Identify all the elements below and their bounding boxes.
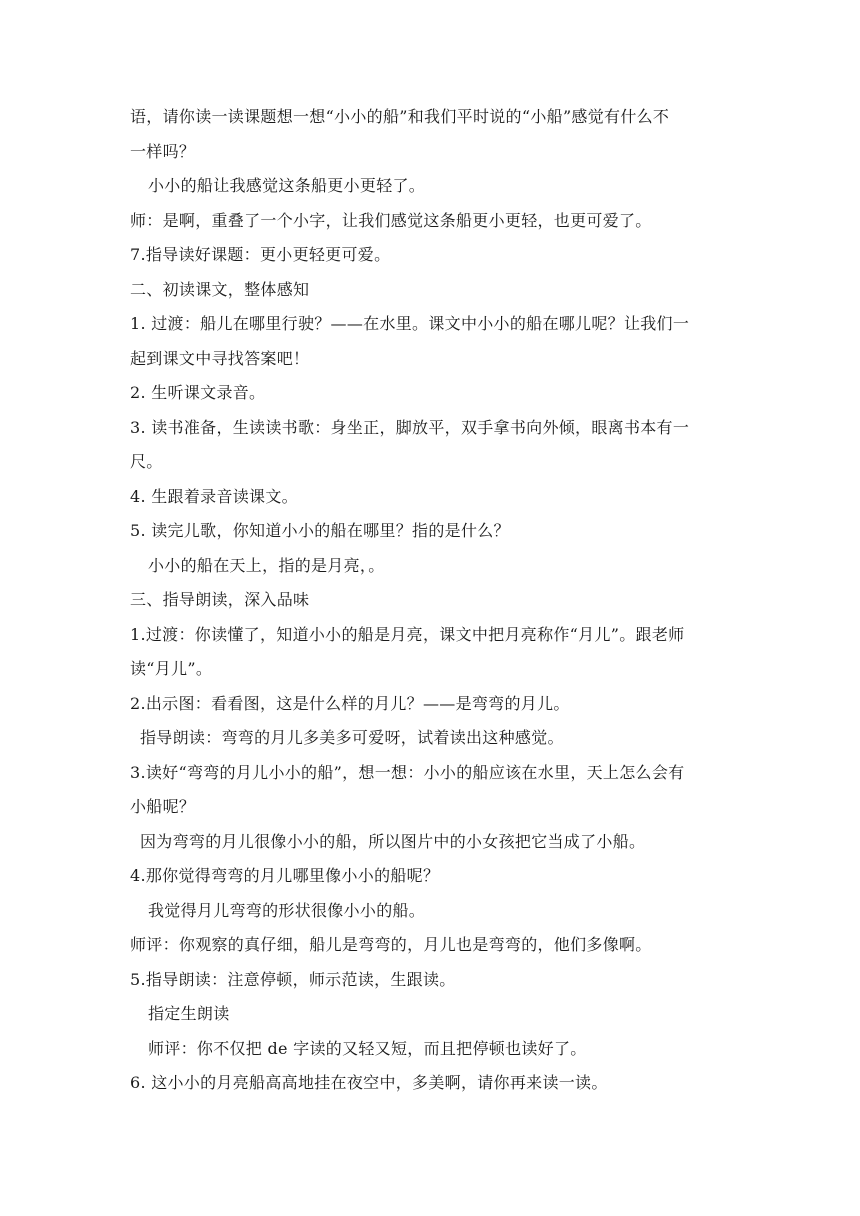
text-line: 小船呢？ bbox=[130, 797, 196, 816]
text-line: 6. 这小小的月亮船高高地挂在夜空中，多美啊，请你再来读一读。 bbox=[130, 1073, 608, 1092]
text-line: 5. 读完儿歌，你知道小小的船在哪里？指的是什么？ bbox=[130, 521, 510, 540]
text-line: 3.读好“弯弯的月儿小小的船”，想一想：小小的船应该在水里，天上怎么会有 bbox=[130, 762, 685, 782]
text-line: 1. 过渡：船儿在哪里行驶？——在水里。课文中小小的船在哪儿呢？让我们一 bbox=[130, 314, 690, 333]
text-line: 2. 生听课文录音。 bbox=[130, 383, 266, 402]
text-line: 2.出示图：看看图，这是什么样的月儿？——是弯弯的月儿。 bbox=[130, 693, 570, 713]
text-line: 读“月儿”。 bbox=[130, 659, 213, 678]
text-line: 起到课文中寻找答案吧！ bbox=[130, 348, 310, 368]
text-line: 4.那你觉得弯弯的月儿哪里像小小的船呢？ bbox=[130, 866, 440, 885]
text-line: 小小的船在天上，指的是月亮，。 bbox=[148, 555, 385, 575]
section-heading: 三、指导朗读，深入品味 bbox=[130, 590, 310, 609]
text-line: 5.指导朗读：注意停顿，师示范读，生跟读。 bbox=[130, 969, 456, 989]
text-line: 指定生朗读 bbox=[148, 1004, 230, 1023]
text-line: 7.指导读好课题：更小更轻更可爱。 bbox=[130, 245, 391, 264]
section-heading: 二、初读课文，整体感知 bbox=[130, 279, 310, 299]
text-line: 师：是啊，重叠了一个小字，让我们感觉这条船更小更轻，也更可爱了。 bbox=[130, 210, 652, 230]
text-line: 语，请你读一读课题想一想“小小的船”和我们平时说的“小船”感觉有什么不 bbox=[130, 107, 670, 126]
text-line: 师评：你不仅把 de 字读的又轻又短，而且把停顿也读好了。 bbox=[148, 1038, 587, 1058]
text-line: 4. 生跟着录音读课文。 bbox=[130, 486, 298, 506]
text-line: 指导朗读：弯弯的月儿多美多可爱呀，试着读出这种感觉。 bbox=[140, 728, 564, 747]
text-line: 尺。 bbox=[130, 452, 163, 471]
document-page bbox=[130, 100, 735, 1101]
text-line: 我觉得月儿弯弯的形状很像小小的船。 bbox=[148, 900, 426, 920]
text-line: 师评：你观察的真仔细，船儿是弯弯的，月儿也是弯弯的，他们多像啊。 bbox=[130, 935, 652, 954]
text-line: 3. 读书准备，生读读书歌：身坐正，脚放平，双手拿书向外倾，眼离书本有一 bbox=[130, 417, 690, 437]
text-line: 因为弯弯的月儿很像小小的船，所以图片中的小女孩把它当成了小船。 bbox=[140, 831, 646, 851]
text-line: 小小的船让我感觉这条船更小更轻了。 bbox=[148, 176, 426, 195]
text-line: 一样吗？ bbox=[130, 141, 196, 161]
text-line: 1.过渡：你读懂了，知道小小的船是月亮，课文中把月亮称作“月儿”。跟老师 bbox=[130, 624, 685, 644]
